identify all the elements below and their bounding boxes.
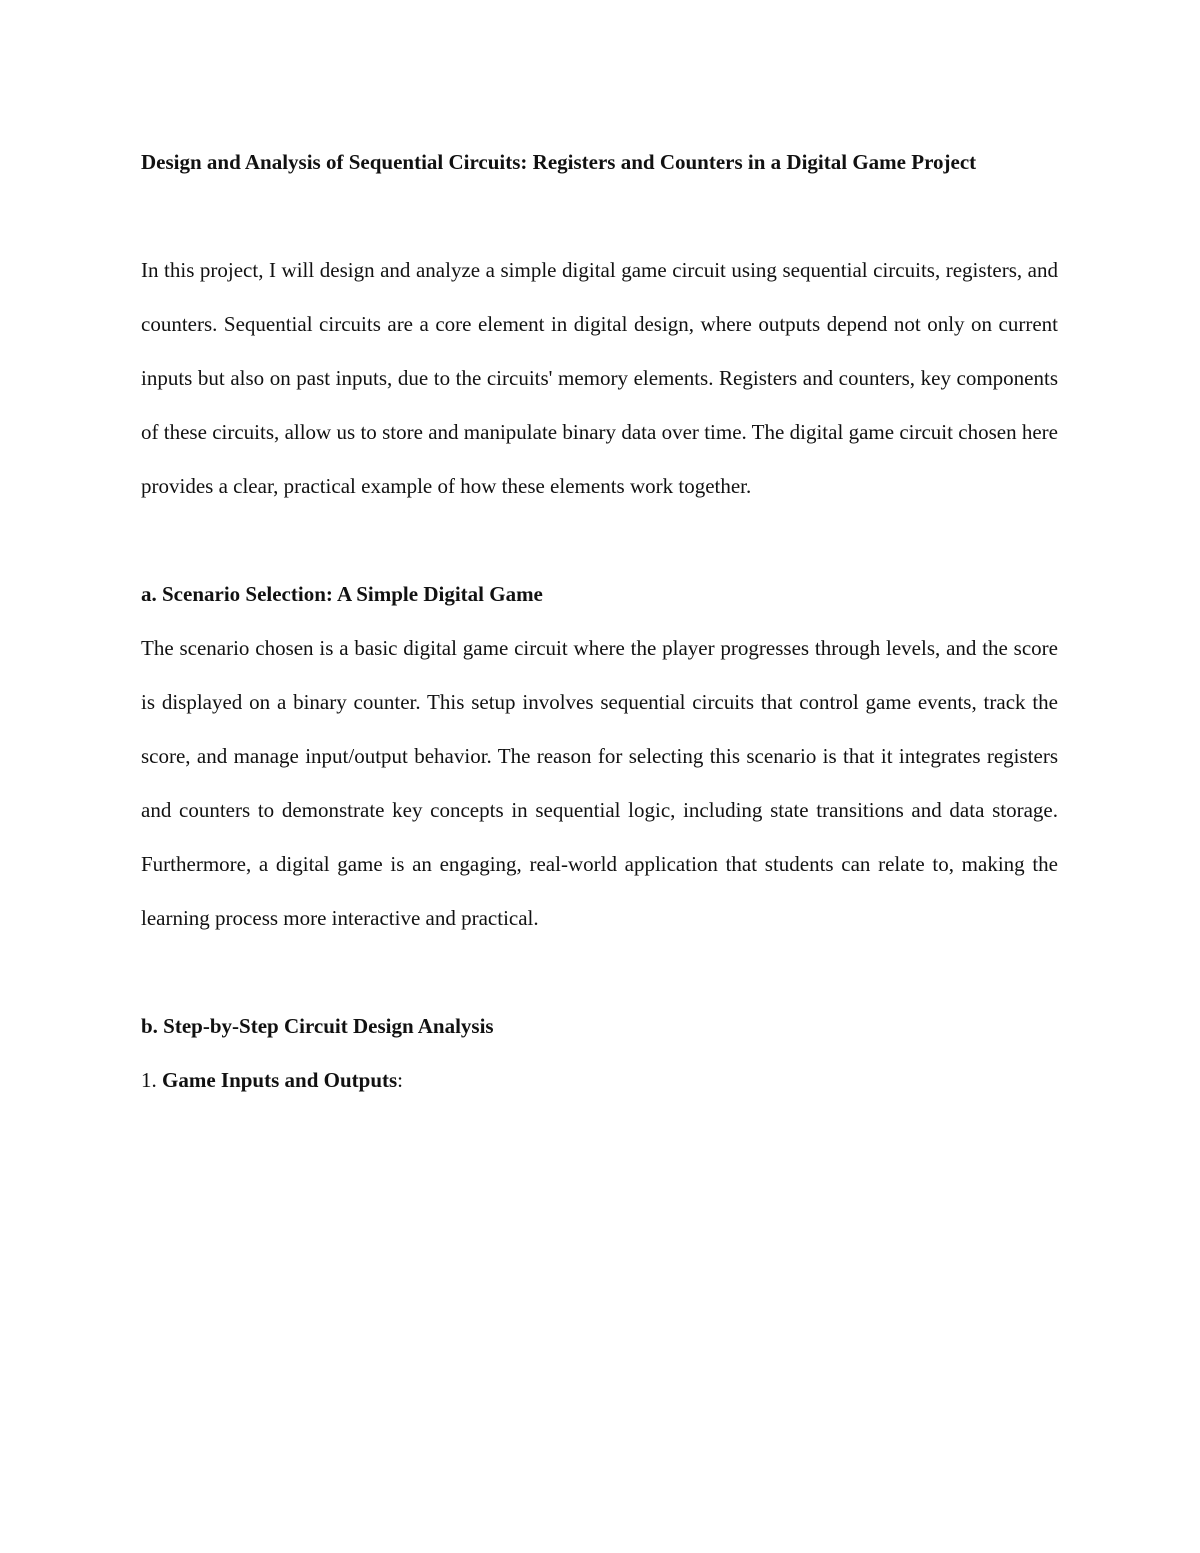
list-item-suffix: : (397, 1068, 404, 1092)
spacer (141, 189, 1058, 243)
section-b-heading: b. Step-by-Step Circuit Design Analysis (141, 1014, 494, 1038)
document-content (141, 135, 1058, 1107)
list-item-number: 1. (141, 1068, 157, 1092)
section-a-heading: a. Scenario Selection: A Simple Digital Game (141, 582, 543, 606)
spacer (141, 945, 1058, 999)
list-item-label: Game Inputs and Outputs (162, 1068, 398, 1092)
intro-paragraph: In this project, I will design and analyze a simple digital game circuit using sequential circuits, registers, and counters. Sequential circuits are a core element in digital design, where outputs depend not only on current inputs but also on past inputs, due to the circuits' memory elements. Registers and counters, key components of these circuits, allow us to store and manipulate binary data over time. The digital game circuit chosen here provides a clear, practical example of how these elements work together. (141, 258, 1058, 498)
spacer (141, 513, 1058, 567)
section-a-paragraph: The scenario chosen is a basic digital game circuit where the player progresses through levels, and the score is displayed on a binary counter. This setup involves sequential circuits that control game events, track the score, and manage input/output behavior. The reason for selecting this scenario is that it integrates registers and counters to demonstrate key concepts in sequential logic, including state transitions and data storage. Furthermore, a digital game is an engaging, real-world application that students can relate to, making the learning process more interactive and practical. (141, 636, 1058, 930)
list-item-1 (141, 1053, 1058, 1107)
document-title: Design and Analysis of Sequential Circuits: Registers and Counters in a Digital Game Project (141, 150, 977, 174)
